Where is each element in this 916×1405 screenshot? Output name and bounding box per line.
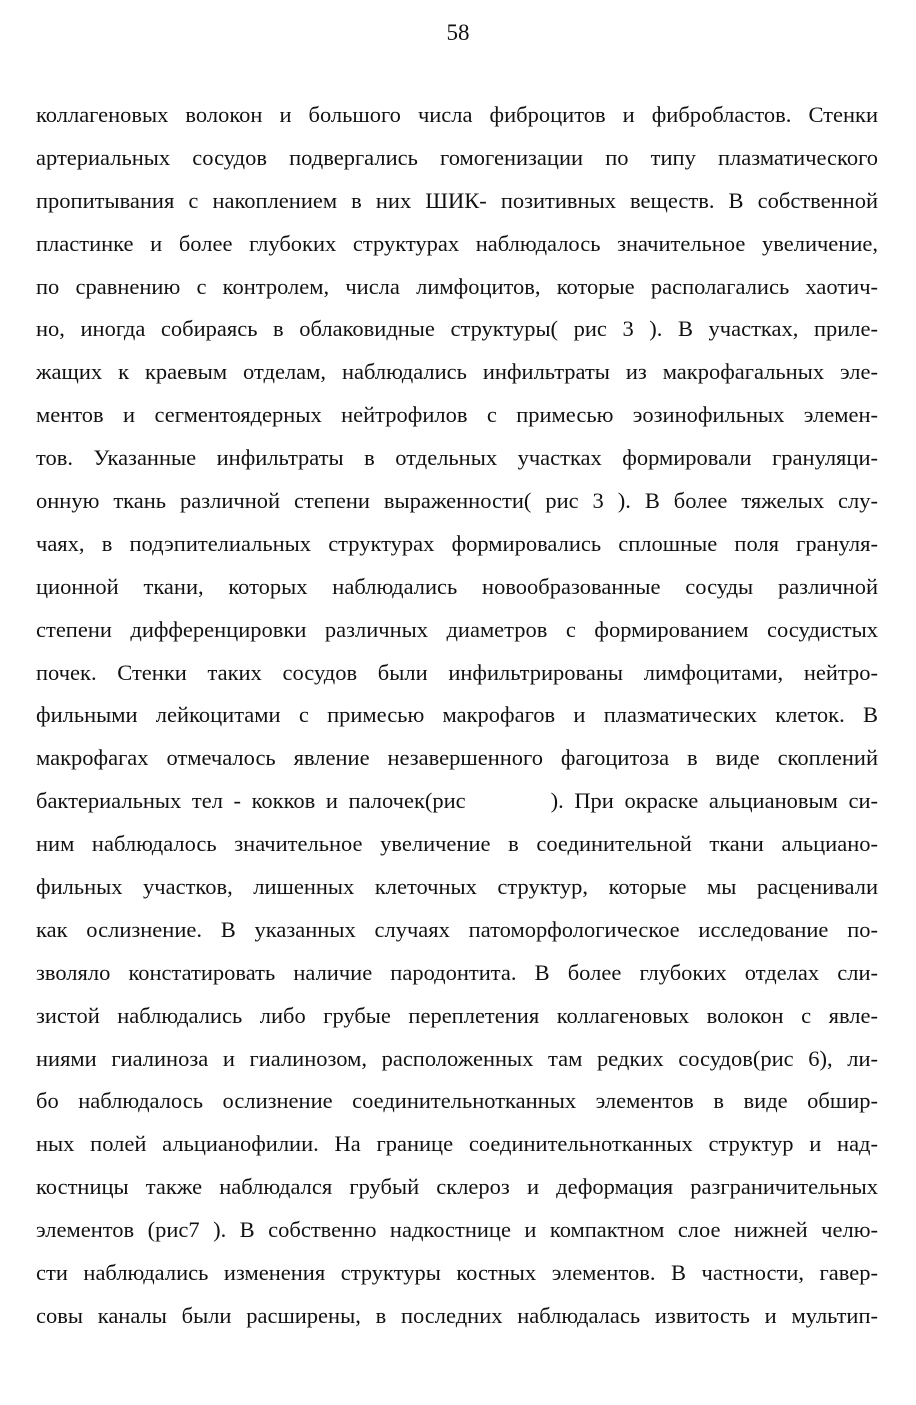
text-line: ных полей альцианофилии. На границе соединительнотканных структур и над- bbox=[36, 1131, 878, 1157]
text-line: по сравнению с контролем, числа лимфоцитов, которые располагались хаотич- bbox=[36, 273, 878, 299]
text-line: фильных участков, лишенных клеточных структур, которые мы расценивали bbox=[36, 874, 878, 900]
text-line: бо наблюдалось ослизнение соединительнотканных элементов в виде обшир- bbox=[36, 1088, 878, 1114]
text-line: тов. Указанные инфильтраты в отдельных участках формировали грануляци- bbox=[36, 445, 878, 471]
text-line: костницы также наблюдался грубый склероз и деформация разграничительных bbox=[36, 1174, 878, 1200]
text-line: пропитывания с накоплением в них ШИК- позитивных веществ. В собственной bbox=[36, 187, 878, 213]
text-line: ментов и сегментоядерных нейтрофилов с примесью эозинофильных элемен- bbox=[36, 402, 878, 428]
text-line: ниями гиалиноза и гиалинозом, расположенных там редких сосудов(рис 6), ли- bbox=[36, 1045, 878, 1071]
text-line: фильными лейкоцитами с примесью макрофагов и плазматических клеток. В bbox=[36, 702, 878, 728]
text-line: пластинке и более глубоких структурах наблюдалось значительное увеличение, bbox=[36, 230, 878, 256]
text-line: артериальных сосудов подвергались гомогенизации по типу плазматического bbox=[36, 144, 878, 170]
text-line: макрофагах отмечалось явление незавершенного фагоцитоза в виде скоплений bbox=[36, 745, 878, 771]
body-text bbox=[36, 94, 878, 1338]
text-line: зистой наблюдались либо грубые переплетения коллагеновых волокон с явле- bbox=[36, 1002, 878, 1028]
text-line: зволяло констатировать наличие пародонтита. В более глубоких отделах сли- bbox=[36, 959, 878, 985]
text-line: сти наблюдались изменения структуры костных элементов. В частности, гавер- bbox=[36, 1260, 878, 1286]
text-line: ционной ткани, которых наблюдались новообразованные сосуды различной bbox=[36, 573, 878, 599]
text-line: элементов (рис7 ). В собственно надкостнице и компактном слое нижней челю- bbox=[36, 1217, 878, 1243]
text-line: но, иногда собираясь в облаковидные структуры( рис 3 ). В участках, приле- bbox=[36, 316, 878, 342]
text-line: ним наблюдалось значительное увеличение в соединительной ткани альциано- bbox=[36, 831, 878, 857]
text-line: чаях, в подэпителиальных структурах формировались сплошные поля грануля- bbox=[36, 530, 878, 556]
text-line: степени дифференцировки различных диаметров с формированием сосудистых bbox=[36, 616, 878, 642]
text-line: совы каналы были расширены, в последних наблюдалась извитость и мультип- bbox=[36, 1302, 878, 1328]
text-line: как ослизнение. В указанных случаях патоморфологическое исследование по- bbox=[36, 916, 878, 942]
text-line: онную ткань различной степени выраженности( рис 3 ). В более тяжелых слу- bbox=[36, 488, 878, 514]
page-number: 58 bbox=[446, 20, 470, 45]
text-line: почек. Стенки таких сосудов были инфильтрированы лимфоцитами, нейтро- bbox=[36, 659, 878, 685]
text-line: коллагеновых волокон и большого числа фиброцитов и фибробластов. Стенки bbox=[36, 102, 878, 127]
text-line: жащих к краевым отделам, наблюдались инфильтраты из макрофагальных эле- bbox=[36, 359, 878, 385]
text-line: бактериальных тел - кокков и палочек(рис ). При окраске альциановым си- bbox=[36, 788, 878, 814]
